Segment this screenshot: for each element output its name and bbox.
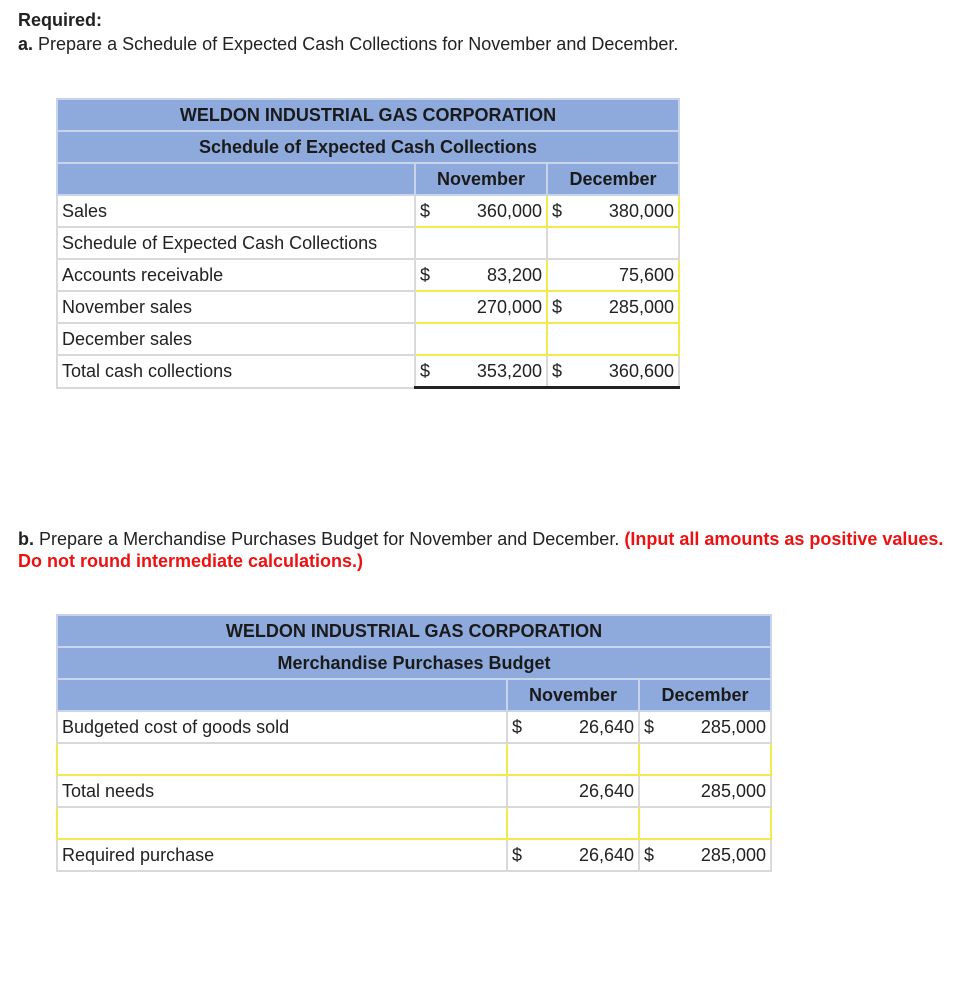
required-heading: Required: (18, 10, 103, 30)
total-needs-december-value: 285,000 (639, 775, 771, 807)
nov-sales-december-value: 285,000 (608, 296, 674, 317)
required-december-value: 285,000 (700, 844, 766, 865)
table-row (57, 775, 771, 807)
nov-sales-december-input[interactable] (547, 291, 679, 323)
currency-symbol: $ (552, 200, 563, 221)
row-label-accounts-receivable: Accounts receivable (57, 259, 415, 291)
empty-cell (415, 227, 547, 259)
sales-december-value: 380,000 (608, 200, 674, 221)
cogs-november-value: 26,640 (578, 716, 634, 737)
table-row (57, 743, 771, 775)
less-line-november-input[interactable] (507, 807, 639, 839)
currency-symbol: $ (420, 200, 431, 221)
row-label-total-needs: Total needs (57, 775, 507, 807)
add-line-december-input[interactable] (639, 743, 771, 775)
table-row (57, 291, 679, 323)
nov-sales-november-input[interactable] (415, 291, 547, 323)
less-line-december-input[interactable] (639, 807, 771, 839)
total-november-cell (415, 355, 547, 388)
dec-sales-november-input[interactable] (415, 323, 547, 355)
row-label-november-sales: November sales (57, 291, 415, 323)
ar-november-value: 83,200 (486, 264, 542, 285)
table-b-blank-header (57, 679, 507, 711)
sales-november-value: 360,000 (476, 200, 542, 221)
total-needs-november-value: 26,640 (507, 775, 639, 807)
less-line-label-input[interactable] (57, 807, 507, 839)
table-a-col-november: November (415, 163, 547, 195)
empty-cell (547, 227, 679, 259)
currency-symbol: $ (420, 360, 431, 381)
currency-symbol: $ (420, 264, 431, 285)
add-line-label-input[interactable] (57, 743, 507, 775)
currency-symbol: $ (512, 844, 523, 865)
part-a-letter: a. (18, 34, 34, 54)
table-row (57, 259, 679, 291)
currency-symbol: $ (552, 296, 563, 317)
required-december-cell (639, 839, 771, 871)
part-b-note: (Input all amounts as positive values. Do not round intermediate calculations.) (18, 529, 944, 571)
table-row (57, 195, 679, 227)
cogs-november-cell (507, 711, 639, 743)
ar-december-input[interactable] (547, 259, 679, 291)
table-a-col-december: December (547, 163, 679, 195)
total-november-value: 353,200 (476, 360, 542, 381)
cogs-december-value: 285,000 (700, 716, 766, 737)
currency-symbol: $ (644, 716, 655, 737)
total-december-cell (547, 355, 679, 388)
ar-december-value: 75,600 (618, 264, 674, 285)
required-november-value: 26,640 (578, 844, 634, 865)
required-november-cell (507, 839, 639, 871)
table-a-title: Schedule of Expected Cash Collections (57, 131, 679, 163)
currency-symbol: $ (644, 844, 655, 865)
part-a-instruction (18, 34, 678, 55)
row-label-required-purchase: Required purchase (57, 839, 507, 871)
table-b-title: Merchandise Purchases Budget (57, 647, 771, 679)
table-a-company: WELDON INDUSTRIAL GAS CORPORATION (57, 99, 679, 131)
part-a-text: Prepare a Schedule of Expected Cash Collections for November and December. (38, 34, 679, 54)
table-row (57, 711, 771, 743)
sales-december-cell (547, 195, 679, 227)
table-row (57, 807, 771, 839)
part-b-instruction (18, 528, 948, 572)
cogs-december-cell (639, 711, 771, 743)
cash-collections-table (56, 98, 680, 389)
table-b-company: WELDON INDUSTRIAL GAS CORPORATION (57, 615, 771, 647)
ar-november-input[interactable] (415, 259, 547, 291)
add-line-november-input[interactable] (507, 743, 639, 775)
table-row (57, 227, 679, 259)
part-b-letter: b. (18, 529, 34, 549)
dec-sales-december-input[interactable] (547, 323, 679, 355)
row-label-budgeted-cogs: Budgeted cost of goods sold (57, 711, 507, 743)
table-b-col-november: November (507, 679, 639, 711)
row-label-december-sales: December sales (57, 323, 415, 355)
merchandise-purchases-table (56, 614, 772, 872)
currency-symbol: $ (552, 360, 563, 381)
table-row (57, 355, 679, 388)
table-row (57, 323, 679, 355)
sales-november-cell (415, 195, 547, 227)
row-label-sales: Sales (57, 195, 415, 227)
currency-symbol: $ (512, 716, 523, 737)
table-row (57, 839, 771, 871)
nov-sales-november-value: 270,000 (476, 296, 542, 317)
row-label-total-cash-collections: Total cash collections (57, 355, 415, 388)
total-december-value: 360,600 (608, 360, 674, 381)
table-b-col-december: December (639, 679, 771, 711)
part-b-text: Prepare a Merchandise Purchases Budget for November and December. (39, 529, 620, 549)
row-label-schedule: Schedule of Expected Cash Collections (57, 227, 415, 259)
table-a-blank-header (57, 163, 415, 195)
